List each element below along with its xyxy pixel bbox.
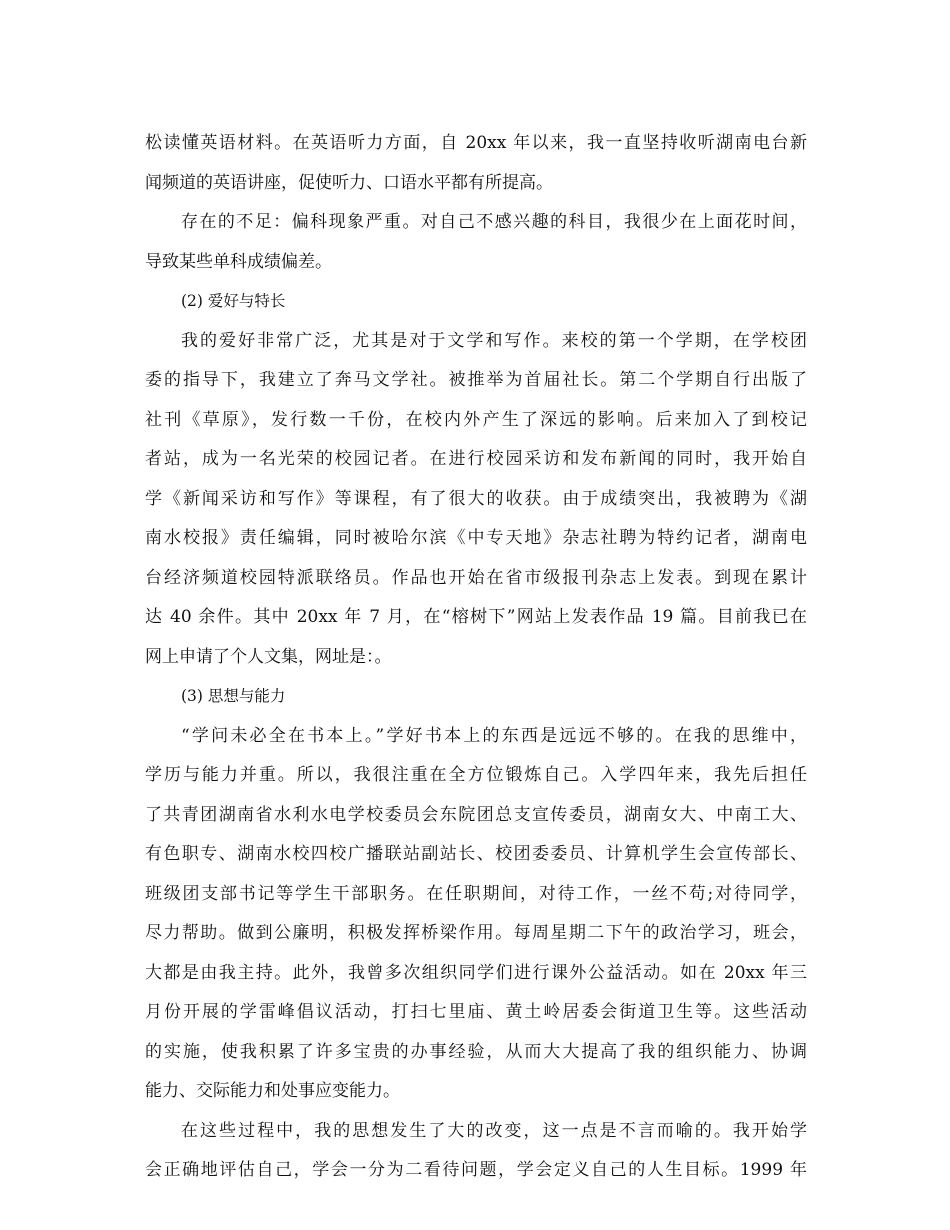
paragraph-line: 松读懂英语材料。在英语听力方面，自 20xx 年以来，我一直坚持收听湖南电台新 xyxy=(145,133,807,153)
section-heading: (3) 思想与能力 xyxy=(181,687,286,705)
paragraph-line: 学《新闻采访和写作》等课程，有了很大的收获。由于成绩突出，我被聘为《湖 xyxy=(145,488,807,509)
paragraph-first-line: 我的爱好非常广泛，尤其是对于文学和写作。来校的第一个学期，在学校团 xyxy=(181,330,807,351)
paragraph-first-line: 存在的不足：偏科现象严重。对自己不感兴趣的科目，我很少在上面花时间， xyxy=(181,212,807,232)
paragraph-line: 学历与能力并重。所以，我很注重在全方位锻炼自己。入学四年来，我先后担任 xyxy=(145,765,807,785)
paragraph-first-line: “学问未必全在书本上。”学好书本上的东西是远远不够的。在我的思维中， xyxy=(181,725,807,746)
paragraph-line: 月份开展的学雷峰倡议活动，打扫七里庙、黄土岭居委会街道卫生等。这些活动 xyxy=(145,1002,807,1022)
paragraph-last-line: 闻频道的英语讲座，促使听力、口语水平都有所提高。 xyxy=(145,172,553,193)
paragraph-last-line: 网上申请了个人文集，网址是：。 xyxy=(145,646,392,667)
paragraph-first-line: 在这些过程中，我的思想发生了大的改变，这一点是不言而喻的。我开始学 xyxy=(181,1120,807,1141)
paragraph-line: 大都是由我主持。此外，我曾多次组织同学们进行课外公益活动。如在 20xx 年三 xyxy=(145,962,807,983)
paragraph-line: 有色职专、湖南水校四校广播联站副站长、校团委委员、计算机学生会宣传部长、 xyxy=(145,844,807,864)
paragraph-line: 社刊《草原》，发行数一千份，在校内外产生了深远的影响。后来加入了到校记 xyxy=(145,409,807,430)
paragraph-line: 的实施，使我积累了许多宝贵的办事经验，从而大大提高了我的组织能力、协调 xyxy=(145,1041,807,1062)
paragraph-line: 南水校报》责任编辑，同时被哈尔滨《中专天地》杂志社聘为特约记者，湖南电 xyxy=(145,528,807,548)
paragraph-line: 者站，成为一名光荣的校园记者。在进行校园采访和发布新闻的同时，我开始自 xyxy=(145,449,807,469)
paragraph-last-line: 能力、交际能力和处事应变能力。 xyxy=(145,1081,400,1101)
document-body xyxy=(145,124,807,1191)
paragraph-line: 尽力帮助。做到公廉明，积极发挥桥梁作用。每周星期二下午的政治学习，班会， xyxy=(145,923,807,943)
paragraph-line: 会正确地评估自己，学会一分为二看待问题，学会定义自己的人生目标。1999 年 xyxy=(145,1160,807,1180)
paragraph-line: 委的指导下，我建立了奔马文学社。被推举为首届社长。第二个学期自行出版了 xyxy=(145,370,807,390)
paragraph-line: 达 40 余件。其中 20xx 年 7 月，在“榕树下”网站上发表作品 19 篇。目前我已在 xyxy=(145,607,807,627)
section-heading: (2) 爱好与特长 xyxy=(181,292,286,310)
paragraph-line: 台经济频道校园特派联络员。作品也开始在省市级报刊杂志上发表。到现在累计 xyxy=(145,567,807,588)
paragraph-line: 班级团支部书记等学生干部职务。在任职期间，对待工作，一丝不苟;对待同学， xyxy=(145,883,807,904)
paragraph-line: 了共青团湖南省水利水电学校委员会东院团总支宣传委员，湖南女大、中南工大、 xyxy=(145,804,807,825)
paragraph-last-line: 导致某些单科成绩偏差。 xyxy=(145,251,332,272)
